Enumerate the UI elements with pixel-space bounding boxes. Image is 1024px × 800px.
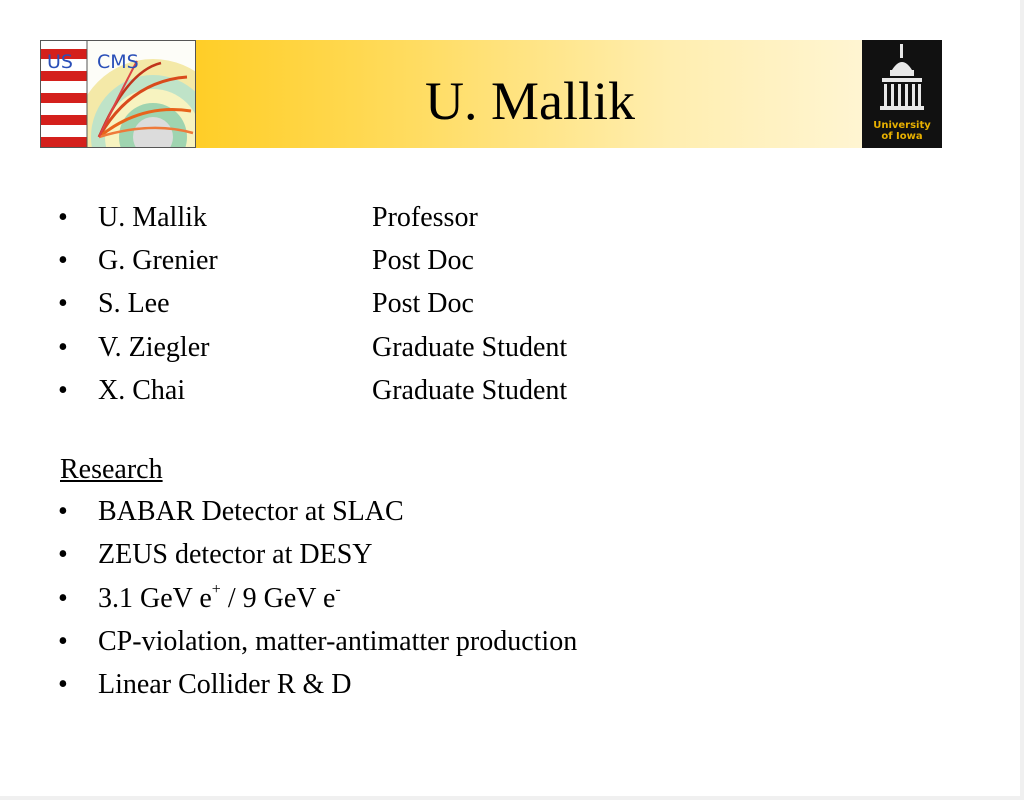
- slide-bottom-edge: [0, 796, 1024, 800]
- bullet: •: [58, 583, 68, 614]
- person-role: Graduate Student: [372, 375, 568, 406]
- person-name: G. Grenier: [98, 245, 218, 276]
- person-role: Graduate Student: [372, 332, 568, 363]
- person-role: Post Doc: [372, 245, 474, 276]
- iowa-logo-line1: University: [873, 120, 931, 131]
- bullet: •: [58, 375, 68, 406]
- research-item-text: ZEUS detector at DESY: [98, 539, 373, 570]
- research-item-text: CP-violation, matter-antimatter production: [98, 626, 578, 657]
- bullet: •: [58, 202, 68, 233]
- research-item-text: Linear Collider R & D: [98, 669, 352, 700]
- person-role: Post Doc: [372, 288, 474, 319]
- person-name: X. Chai: [98, 375, 186, 406]
- bullet: •: [58, 332, 68, 363]
- beam-text-mid: / 9 GeV e: [220, 583, 336, 614]
- bullet: •: [58, 669, 68, 700]
- us-logo-text: US: [47, 51, 73, 73]
- positron-superscript: +: [211, 580, 221, 598]
- cms-logo-text: CMS: [97, 51, 139, 73]
- research-heading: Research: [60, 454, 163, 485]
- research-item-text: BABAR Detector at SLAC: [98, 496, 404, 527]
- person-name: S. Lee: [98, 288, 170, 319]
- person-name: U. Mallik: [98, 202, 207, 233]
- electron-superscript: -: [335, 580, 341, 598]
- research-item-beam-energies: [98, 580, 341, 615]
- bullet: •: [58, 539, 68, 570]
- bullet: •: [58, 288, 68, 319]
- person-role: Professor: [372, 202, 478, 233]
- slide-title: U. Mallik: [425, 71, 635, 131]
- bullet: •: [58, 496, 68, 527]
- beam-text-pre: 3.1 GeV e: [98, 583, 212, 614]
- old-capitol-icon: [862, 40, 942, 120]
- us-cms-logo: [40, 40, 196, 148]
- slide-right-edge: [1020, 0, 1024, 800]
- person-name: V. Ziegler: [98, 332, 210, 363]
- university-of-iowa-logo: [862, 40, 942, 148]
- iowa-logo-line2: of Iowa: [881, 131, 923, 142]
- bullet: •: [58, 245, 68, 276]
- bullet: •: [58, 626, 68, 657]
